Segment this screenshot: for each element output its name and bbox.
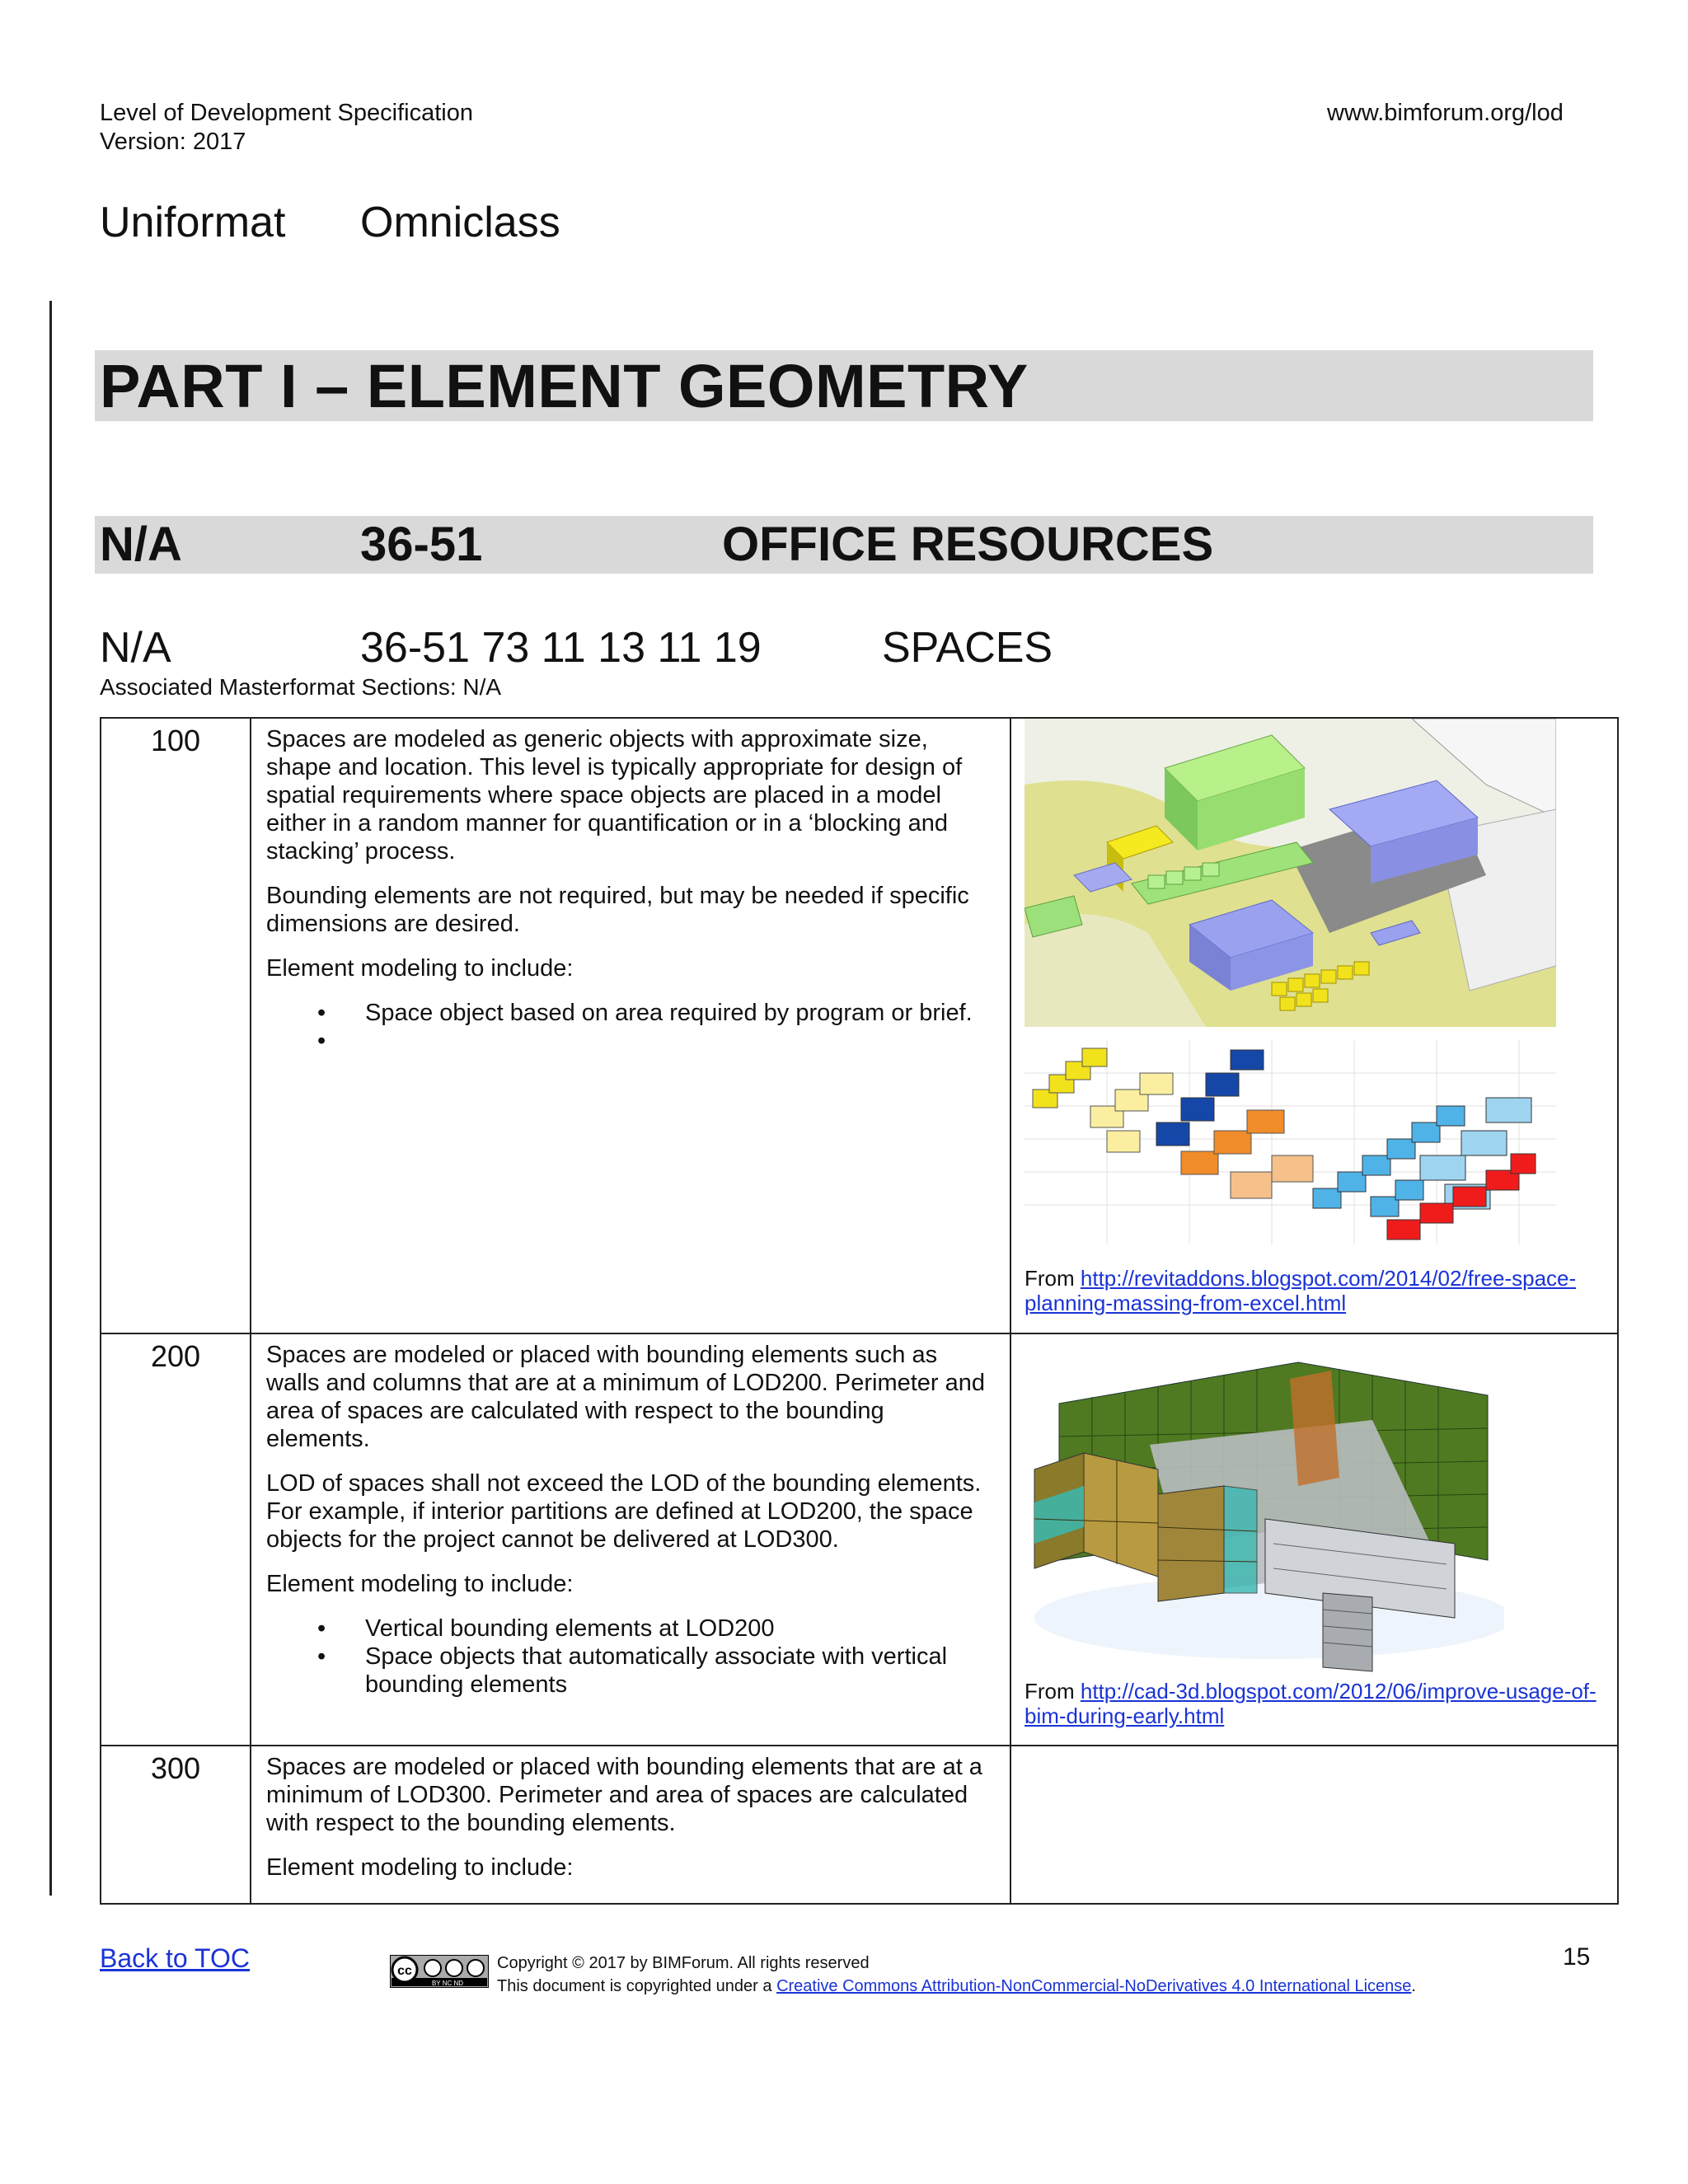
building-spaces-image <box>1026 1346 1504 1675</box>
table-row <box>101 718 1618 1333</box>
description-paragraph: Bounding elements are not required, but may be needed if specific dimensions are desired. <box>266 883 969 937</box>
description-paragraph: Element modeling to include: <box>266 1571 574 1597</box>
table-row <box>101 1333 1618 1746</box>
space-blocks-image <box>1025 1040 1556 1244</box>
lod-level: 200 <box>101 1333 251 1746</box>
lod-level: 300 <box>101 1746 251 1904</box>
element-name: SPACES <box>882 624 1053 672</box>
doc-version: Version: 2017 <box>100 129 246 155</box>
caption-prefix: From <box>1025 1266 1081 1291</box>
license-text <box>497 1975 1416 1998</box>
lod-level: 100 <box>101 718 251 1333</box>
caption-prefix: From <box>1025 1679 1081 1704</box>
back-to-toc-link[interactable]: Back to TOC <box>100 1943 250 1973</box>
lod-description <box>251 1746 1010 1904</box>
element-uniformat: N/A <box>100 624 171 672</box>
list-item <box>266 1027 992 1055</box>
lod-description <box>251 718 1010 1333</box>
license-link[interactable]: Creative Commons Attribution-NonCommercial-NoDerivatives 4.0 International License <box>776 1977 1412 1995</box>
bullet-list <box>266 1615 992 1699</box>
cc-license-icon <box>390 1955 489 1988</box>
page-number: 15 <box>1563 1943 1591 1971</box>
group-uniformat: N/A <box>100 518 182 571</box>
description-paragraph: Element modeling to include: <box>266 955 574 982</box>
description-paragraph: Spaces are modeled or placed with bounding elements that are at a minimum of LOD300. Perimeter and area of spaces are calculated with respect to the bounding elements. <box>266 1754 982 1836</box>
svg-text:cc: cc <box>397 1964 412 1978</box>
list-item: • Space objects that automatically associate with vertical bounding elements <box>266 1643 992 1699</box>
copyright-text: Copyright © 2017 by BIMForum. All rights reserved <box>497 1954 870 1972</box>
description-paragraph: LOD of spaces shall not exceed the LOD of the bounding elements. For example, if interior partitions are defined at LOD200, the space objects for the project cannot be delivered at LOD300. <box>266 1470 982 1553</box>
copyright-block <box>497 1952 1416 1998</box>
header-url: www.bimforum.org/lod <box>1327 100 1564 126</box>
image-caption <box>1025 1679 1617 1728</box>
list-item: • Space object based on area required by program or brief. <box>266 999 992 1027</box>
lod-illustration-cell <box>1010 1333 1618 1746</box>
group-name: OFFICE RESOURCES <box>722 518 1214 571</box>
lod-description <box>251 1333 1010 1746</box>
source-link[interactable]: http://revitaddons.blogspot.com/2014/02/free-space-planning-massing-from-excel.html <box>1025 1266 1577 1315</box>
associated-masterformat: Associated Masterformat Sections: N/A <box>100 674 502 700</box>
element-omniclass: 36-51 73 11 13 11 19 <box>360 624 762 672</box>
license-suffix: . <box>1411 1977 1416 1995</box>
table-row <box>101 1746 1618 1904</box>
cc-badge-text: BY NC ND <box>431 1980 464 1987</box>
bullet-list <box>266 999 992 1055</box>
license-prefix: This document is copyrighted under a <box>497 1977 777 1995</box>
description-paragraph: Element modeling to include: <box>266 1854 574 1881</box>
campus-massing-image <box>1025 719 1556 1027</box>
group-omniclass: 36-51 <box>360 518 483 571</box>
source-link[interactable]: http://cad-3d.blogspot.com/2012/06/improve-usage-of-bim-during-early.html <box>1025 1679 1597 1728</box>
lod-illustration-cell <box>1010 1746 1618 1904</box>
doc-title-header: Level of Development Specification <box>100 100 473 126</box>
change-bar <box>49 301 52 1896</box>
image-caption <box>1025 1266 1617 1315</box>
list-item: • Vertical bounding elements at LOD200 <box>266 1615 992 1643</box>
omniclass-heading: Omniclass <box>360 199 560 246</box>
part-title: PART I – ELEMENT GEOMETRY <box>100 352 1029 420</box>
description-paragraph: Spaces are modeled or placed with bounding elements such as walls and columns that are at a minimum of LOD200. Perimeter and area of spaces are calculated with respect to the bounding elements. <box>266 1342 986 1452</box>
uniformat-heading: Uniformat <box>100 199 286 246</box>
lod-illustration-cell <box>1010 718 1618 1333</box>
description-paragraph: Spaces are modeled as generic objects with approximate size, shape and location. This level is typically appropriate for design of spatial requirements where space objects are placed in a model either in a random manner for quantification or in a ‘blocking and stacking’ process. <box>266 726 963 865</box>
lod-table <box>100 717 1619 1905</box>
